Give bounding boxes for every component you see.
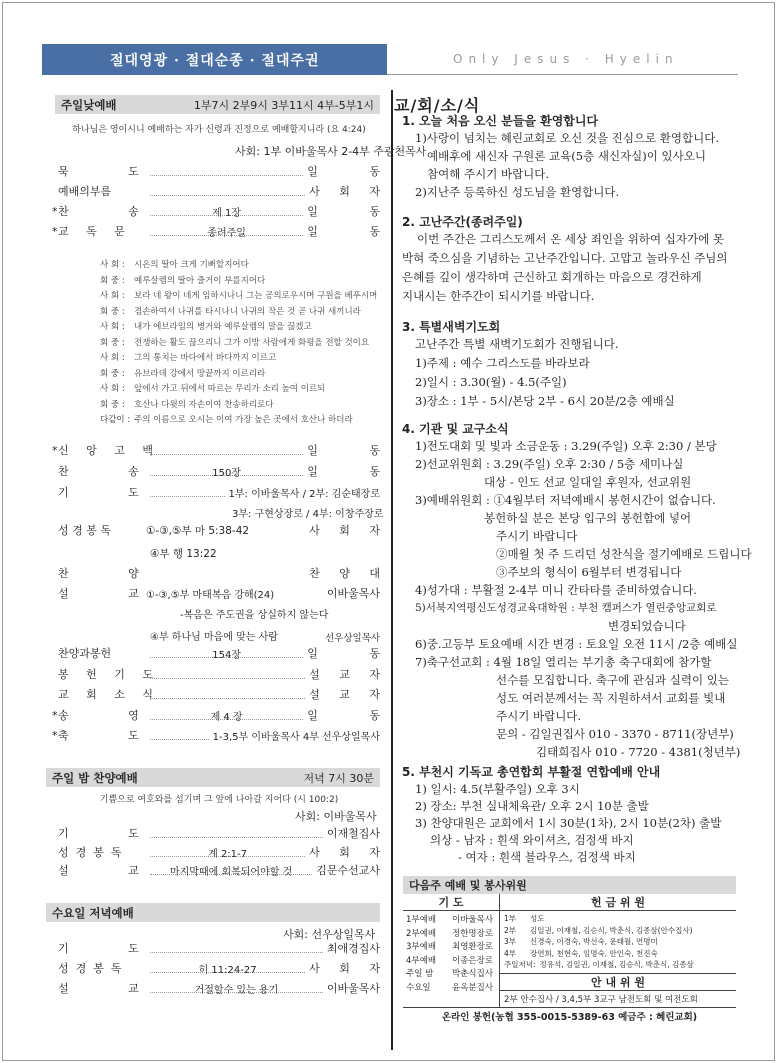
order-label: 묵 도 xyxy=(58,165,167,178)
news-line: 봉헌하실 분은 본당 입구의 봉헌함에 넣어 xyxy=(484,511,692,525)
responsive-text: 겸손하여서 나귀를 타시나니 나귀의 작은 것 곧 나귀 새끼니라 xyxy=(134,306,361,317)
leader-dots xyxy=(150,731,209,740)
order-leader: 사 회 자 xyxy=(309,185,388,198)
prayer-name: 이종은장로 xyxy=(452,955,494,966)
news-line: 5)서북지역평신도성경교육대학원 : 부천 캠퍼스가 열린중앙교회로 xyxy=(415,602,717,614)
leader-dots xyxy=(150,984,323,996)
news-line: 3)장소 : 1부 - 5시/본당 2부 - 6시 20분/2층 예배실 xyxy=(415,394,675,408)
next-week-title: 다음주 예배 및 봉사위원 xyxy=(403,876,736,894)
order-row xyxy=(58,666,388,682)
order-leader: 일 동 xyxy=(307,165,404,178)
offering-service: 1부 xyxy=(504,914,517,923)
news-line: 2)지난주 등록하신 성도님을 환영합니다. xyxy=(415,185,620,199)
bible-reading-row: 성 경 봉 독 ①-③,⑤부 마 5:38-42 사 회 자 xyxy=(58,524,388,537)
responsive-text: 주의 이름으로 오시는 이여 가장 높은 곳에서 호산나 하더라 xyxy=(134,415,353,425)
responsive-text: 그의 통치는 바다에서 바다까지 이르고 xyxy=(134,353,277,363)
order-content: 계 2:1-7 xyxy=(208,848,248,860)
responsive-text: 전쟁하는 활도 끊으리니 그가 이방 사람에게 화평을 전할 것이요 xyxy=(134,337,370,348)
prayer-service: 2부예배 xyxy=(406,928,437,939)
choir-row: 찬 양 찬 양 대 xyxy=(58,567,388,580)
news-line: ③주보의 형식이 6월부터 변경됩니다 xyxy=(496,565,682,579)
order-label: 찬양과봉헌 xyxy=(58,647,112,660)
order-leader: 일 동 xyxy=(307,709,404,722)
offering-names: 성도 xyxy=(530,914,545,923)
leader-dots xyxy=(150,167,303,176)
evening-service-header: 주일 밤 찬양예배 저녁 7시 30분 xyxy=(46,768,380,787)
leader-dots xyxy=(150,488,225,497)
standing-mark: * xyxy=(52,728,58,742)
news-line: 주시기 바랍니다 xyxy=(496,529,578,543)
order-leader: 1-3,5부 이바울목사 4부 선우상일목사 xyxy=(212,731,380,743)
sunday-service-times: 1부7시 2부9시 3부11시 4부-5부1시 xyxy=(193,98,374,112)
prayer-row xyxy=(403,927,499,941)
order-leader: 이재철집사 xyxy=(326,827,380,840)
online-offering: 온라인 봉헌(농협 355-0015-5389-63 예금주 : 혜린교회) xyxy=(403,1007,736,1023)
news-line: 은혜를 깊이 생각하며 근신하고 회개하는 마음으로 경건하게 xyxy=(402,270,702,284)
prayer-3-4: 3부: 구현상장로 / 4부: 이창주장로 xyxy=(232,509,384,520)
order-row xyxy=(58,862,380,878)
responsive-line xyxy=(100,398,273,410)
order-content: 종려주일 xyxy=(207,227,246,239)
offering-names: 정유석, 김일권, 이재철, 김승식, 박춘식, 김종삼 xyxy=(539,960,694,969)
responsive-speaker: 회 중 : xyxy=(100,275,125,286)
news-line: 박혀 죽으심을 기념하는 고난주간입니다. 고맙고 놀라우신 주님의 xyxy=(402,251,728,265)
order-row xyxy=(52,727,380,743)
standing-mark: * xyxy=(52,224,58,238)
news-line: 7)축구선교회 : 4월 18일 열리는 부기총 축구대회에 참가할 xyxy=(415,655,712,669)
offering-row xyxy=(504,913,732,925)
prayer-name: 정한명장로 xyxy=(452,928,494,939)
responsive-line xyxy=(100,367,265,379)
order-content: 제 1장 xyxy=(212,207,242,219)
wednesday-service-header: 수요일 저녁예배 xyxy=(46,903,380,922)
order-leader: 설 교 자 xyxy=(309,668,388,681)
news-line: 고난주간 특별 새벽기도회가 진행됩니다. xyxy=(415,337,619,351)
sermon-4-preacher: 선우상일목사 xyxy=(325,633,381,644)
order-row xyxy=(58,183,388,199)
offering-service: 2부 xyxy=(504,925,517,935)
evening-presider: 사회: 이바울목사 xyxy=(295,810,377,823)
news-line: 2)선교위원회 : 3.29(주일) 오후 2:30 / 5층 세미나실 xyxy=(415,457,684,471)
offering-column-header: 헌 금 위 원 xyxy=(591,896,645,909)
order-leader: 이바울목사 xyxy=(326,982,380,995)
prayer-name: 윤옥분집사 xyxy=(452,982,494,993)
news-heading: 1. 오늘 처음 오신 분들을 환영합니다 xyxy=(402,114,599,128)
prayer-name: 박춘식집사 xyxy=(452,969,494,979)
order-row xyxy=(52,442,404,458)
news-line: 예배후에 새신자 구원론 교육(5층 새신자실)이 있사오니 xyxy=(427,149,706,163)
leader-dots xyxy=(150,829,323,838)
news-line: 참여해 주시기 바랍니다. xyxy=(427,167,550,181)
order-label: 찬 송 xyxy=(58,205,167,218)
news-line: 1)주제 : 예수 그리스도를 바라보라 xyxy=(415,356,590,370)
order-label: 교 회 소 식 xyxy=(58,688,160,701)
standing-mark: * xyxy=(52,204,58,218)
responsive-line xyxy=(100,258,249,270)
sunday-presider: 사회: 1부 이바울목사 2-4부 주광천목사 xyxy=(235,145,427,158)
order-leader: 일 동 xyxy=(307,444,404,457)
prayer-column-header: 기 도 xyxy=(403,894,500,910)
news-line: 변경되었습니다 xyxy=(608,619,686,633)
responsive-speaker: 사 회 : xyxy=(100,291,125,301)
responsive-line xyxy=(100,351,276,363)
responsive-line xyxy=(100,305,361,317)
next-week-box xyxy=(403,876,736,1023)
order-row xyxy=(52,223,404,239)
offering-row xyxy=(504,948,732,960)
prayer-service: 4부예배 xyxy=(406,955,437,966)
responsive-text: 앞에서 가고 뒤에서 따르는 무리가 소리 높여 이르되 xyxy=(134,384,326,394)
news-line: 1) 일시: 4.5(부활주일) 오후 3시 xyxy=(415,782,580,796)
leader-dots xyxy=(150,848,305,860)
order-label: 교 독 문 xyxy=(58,225,132,238)
responsive-line xyxy=(100,320,312,332)
order-content: 150장 xyxy=(212,467,241,479)
order-leader: 김문수선교사 xyxy=(316,864,380,877)
prayer-service: 주일 밤 xyxy=(406,969,434,979)
order-row xyxy=(58,960,388,976)
news-line: 1)전도대회 및 빛과 소금운동 : 3.29(주일) 오후 2:30 / 본당 xyxy=(415,439,717,453)
responsive-speaker: 사 회 : xyxy=(100,353,125,363)
offering-names: 장연희, 천현숙, 임명숙, 안인숙, 천진숙 xyxy=(530,948,658,958)
order-row xyxy=(58,940,380,956)
order-leader: 일 동 xyxy=(307,647,404,660)
wednesday-presider: 사회: 선우상일목사 xyxy=(283,928,376,941)
sunday-service-header xyxy=(55,95,380,114)
usher-header: 안 내 위 원 xyxy=(500,973,736,991)
offering-row xyxy=(504,936,732,948)
order-leader: 일 동 xyxy=(307,225,404,238)
prayer-service: 수요일 xyxy=(406,982,431,993)
news-line: 주시기 바랍니다. xyxy=(496,709,582,723)
prayer-row xyxy=(403,981,499,995)
order-leader: 일 동 xyxy=(307,465,404,478)
news-heading: 4. 기관 및 교구소식 xyxy=(402,422,509,436)
order-label: 기 도 xyxy=(58,486,167,499)
order-content: 거절할수 있는 용기 xyxy=(194,984,279,996)
motto-banner: 절대영광 · 절대순종 · 절대주권 xyxy=(42,44,387,75)
leader-dots xyxy=(150,467,303,479)
offering-names: 김일권, 이재철, 김승식, 박춘식, 김종삼(안수집사) xyxy=(530,925,693,935)
prayer-name: 최영환장로 xyxy=(452,942,494,952)
responsive-text: 유브라데 강에서 땅끝까지 이르리라 xyxy=(134,368,266,379)
sermon-4: ④부 하나님 마음에 맞는 사람 xyxy=(150,632,278,643)
offering-row xyxy=(504,925,732,937)
order-row xyxy=(52,707,404,723)
responsive-speaker: 사 회 : xyxy=(100,322,125,332)
sunday-service-title: 주일낮예배 xyxy=(61,97,117,112)
prayer-list xyxy=(403,911,500,1007)
responsive-line xyxy=(100,336,369,348)
leader-dots xyxy=(150,711,303,723)
prayer-row xyxy=(403,954,499,968)
order-label: 봉 헌 기 도 xyxy=(58,668,160,681)
responsive-line xyxy=(100,413,353,425)
news-line: 지내시는 한주간이 되시기를 바랍니다. xyxy=(402,289,595,303)
order-leader: 1부: 이바울목사 / 2부: 김순태장로 xyxy=(228,488,380,500)
order-label: 축 도 xyxy=(58,729,167,742)
responsive-text: 시온의 딸아 크게 기뻐할지어다 xyxy=(134,260,249,270)
responsive-text: 호산나 다윗의 자손이여 찬송하리로다 xyxy=(134,399,274,410)
offering-service: 4부 xyxy=(504,948,517,958)
responsive-line xyxy=(100,382,325,394)
news-line: 4)성가대 : 부활절 2-4부 미니 칸타타를 준비하였습니다. xyxy=(415,583,697,597)
prayer-service: 3부예배 xyxy=(406,942,437,952)
news-line: 2)일시 : 3.30(월) - 4.5(주일) xyxy=(415,375,567,389)
order-row xyxy=(58,844,388,860)
responsive-text: 예루살렘의 딸아 즐거이 부를지어다 xyxy=(134,275,266,286)
order-row xyxy=(58,163,404,179)
sermon-subtitle: -복음은 주도권을 상실하지 않는다 xyxy=(180,610,329,621)
news-line: 문의 - 김일권집사 010 - 3370 - 8711(장년부) xyxy=(496,727,734,741)
motto-english: Only Jesus · Hyelin xyxy=(453,52,679,66)
order-row xyxy=(58,484,380,500)
order-leader: 일 동 xyxy=(307,205,404,218)
leader-dots xyxy=(150,944,323,953)
usher-text: 2부 안수집사 / 3,4,5부 3교구 남전도회 및 여전도회 xyxy=(504,994,698,1005)
news-line: - 여자 : 흰색 블라우스, 검정색 바지 xyxy=(458,850,636,864)
leader-dots xyxy=(150,446,303,455)
order-leader: 사 회 자 xyxy=(309,962,388,975)
order-row xyxy=(58,825,380,841)
offering-list xyxy=(500,911,736,973)
standing-mark: * xyxy=(52,708,58,722)
order-row xyxy=(52,203,404,219)
news-line: 2) 장소: 부천 실내체육관/ 오후 2시 10분 출발 xyxy=(415,799,649,813)
order-row xyxy=(58,645,404,661)
news-line: 3)예배위원회 : ①4월부터 저녁예배시 봉헌시간이 없습니다. xyxy=(415,493,716,507)
order-label: 찬 송 xyxy=(58,465,167,478)
order-label: 기 도 xyxy=(58,827,167,840)
responsive-speaker: 회 중 : xyxy=(100,306,125,317)
news-heading: 5. 부천시 기독교 총연합회 부활절 연합예배 안내 xyxy=(402,765,661,779)
leader-dots xyxy=(150,690,305,699)
news-line: 6)중.고등부 토요예배 시간 변경 : 토요일 오전 11시 /2층 예배실 xyxy=(415,637,738,651)
order-content: 154장 xyxy=(212,649,241,661)
responsive-speaker: 회 중 : xyxy=(100,337,125,348)
news-line: 1)사랑이 넘치는 혜린교회로 오신 것을 진심으로 환영합니다. xyxy=(415,131,720,145)
news-line: 이번 주간은 그리스도께서 온 세상 죄인을 위하여 십자가에 못 xyxy=(417,232,724,246)
standing-mark: * xyxy=(52,443,58,457)
news-line: 3) 찬양대원은 교회에서 1시 30분(1차), 2시 10분(2차) 출발 xyxy=(415,816,722,830)
order-label: 설 교 xyxy=(58,982,167,995)
responsive-speaker: 회 중 : xyxy=(100,399,125,410)
order-label: 성경봉독 xyxy=(58,962,129,975)
order-row xyxy=(58,686,388,702)
leader-dots xyxy=(150,207,303,219)
evening-verse: 기쁨으로 여호와를 섬기며 그 앞에 나아갈 지어다 (시 100:2) xyxy=(99,795,339,805)
leader-dots xyxy=(150,866,312,878)
order-leader: 최애경집사 xyxy=(326,942,380,955)
prayer-row xyxy=(403,913,499,927)
order-label: 설 교 xyxy=(58,864,167,877)
offering-service: 3부 xyxy=(504,937,517,946)
news-line: 선수를 모집합니다. 축구에 관심과 실력이 있는 xyxy=(496,673,730,687)
offering-row xyxy=(504,959,732,971)
order-content: 제 4 장 xyxy=(210,711,243,723)
order-row xyxy=(58,463,404,479)
offering-service: 주일저녁: xyxy=(504,960,536,969)
order-content: 마지막때에 회복되어야할 것 xyxy=(169,866,293,878)
leader-dots xyxy=(150,187,305,196)
order-label: 송 영 xyxy=(58,709,167,722)
responsive-speaker: 다같이 : xyxy=(100,415,131,425)
responsive-text: 보라 네 왕이 네게 임하시나니 그는 공의로우시며 구원을 베푸시며 xyxy=(134,291,378,301)
order-label: 예배의부름 xyxy=(58,185,112,198)
responsive-speaker: 사 회 : xyxy=(100,260,125,270)
leader-dots xyxy=(150,964,305,976)
order-leader: 설 교 자 xyxy=(309,688,388,701)
order-content: 히 11:24-27 xyxy=(198,964,257,976)
news-line: 대상 - 인도 선교 일대일 후원자, 선교위원 xyxy=(484,475,692,489)
offering-names: 신경숙, 이경숙, 박선숙, 윤태월, 연명미 xyxy=(530,937,658,946)
prayer-row xyxy=(403,940,499,954)
order-row xyxy=(58,980,380,996)
prayer-service: 1부예배 xyxy=(406,915,437,925)
news-heading: 3. 특별새벽기도회 xyxy=(402,320,501,334)
bible-reading-4: ④부 행 13:22 xyxy=(150,548,217,560)
leader-dots xyxy=(150,227,303,239)
responsive-line xyxy=(100,289,377,301)
top-divider xyxy=(387,74,738,75)
sunday-verse: 하나님은 영이시니 예배하는 자가 신령과 진정으로 예배할지니라 (요 4:24) xyxy=(72,125,366,135)
responsive-speaker: 사 회 : xyxy=(100,384,125,394)
order-leader: 사 회 자 xyxy=(309,846,388,859)
order-label: 신 앙 고 백 xyxy=(58,444,160,457)
news-line: 의상 - 남자 : 흰색 와이셔츠, 검정색 바지 xyxy=(430,833,634,847)
order-label: 기 도 xyxy=(58,942,167,955)
news-title: 교/회/소/식 xyxy=(394,96,481,115)
news-line: 김태희집사 010 - 7720 - 4381(청년부) xyxy=(536,745,741,759)
prayer-row xyxy=(403,967,499,981)
leader-dots xyxy=(150,670,305,679)
order-label: 성경봉독 xyxy=(58,846,129,859)
news-line: 성도 여러분께서는 꼭 지원하셔서 교회를 빛내 xyxy=(496,691,726,705)
responsive-text: 내가 에브라임의 병거와 예루살렘의 말을 끊겠고 xyxy=(134,322,312,332)
leader-dots xyxy=(150,649,303,661)
prayer-name: 이바울목사 xyxy=(452,915,494,925)
responsive-speaker: 회 중 : xyxy=(100,368,125,379)
news-heading: 2. 고난주간(종려주일) xyxy=(402,215,523,229)
responsive-line xyxy=(100,274,265,286)
sermon-row: 설 교 ①-③,⑤부 마태복음 강해(24) 이바울목사 xyxy=(58,587,380,601)
news-line: ②매월 첫 주 드리던 성찬식을 절기예배로 드립니다 xyxy=(496,547,752,561)
